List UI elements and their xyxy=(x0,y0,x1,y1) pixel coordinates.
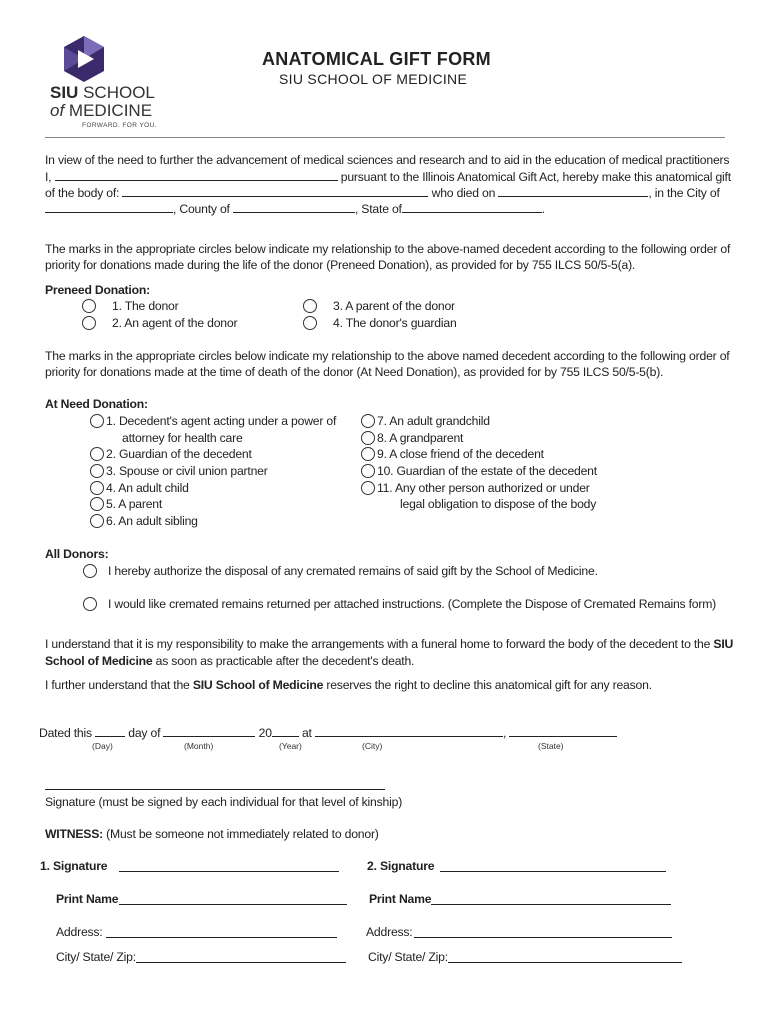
witness-2-address-label: Address: xyxy=(366,925,413,939)
atneed-option-8-radio[interactable] xyxy=(361,431,375,445)
intro-line-2-text: pursuant to the Illinois Anatomical Gift Act, hereby make this anatomical gift xyxy=(340,170,731,184)
atneed-option-11-label: 11. Any other person authorized or under xyxy=(377,481,590,495)
donor-name-field[interactable] xyxy=(55,169,338,181)
witness-2-city-state-zip-field[interactable] xyxy=(448,962,682,963)
witness-1-print-name-field[interactable] xyxy=(119,904,347,905)
all-donors-option-1-radio[interactable] xyxy=(83,564,97,578)
atneed-option-11-label-cont: legal obligation to dispose of the body xyxy=(400,497,597,511)
witness-1-city-state-zip-label: City/ State/ Zip: xyxy=(56,950,136,964)
logo-siu: SIU xyxy=(50,83,79,102)
state-of-label: , State of xyxy=(354,202,402,216)
atneed-option-5-radio[interactable] xyxy=(90,497,104,511)
preneed-option-4-radio[interactable] xyxy=(303,316,317,330)
year-caption: (Year) xyxy=(279,741,302,751)
preneed-option-1-label: 1. The donor xyxy=(112,299,179,313)
witness-1-address-field[interactable] xyxy=(106,937,337,938)
witness-1-print-name-label: Print Name xyxy=(56,892,119,906)
atneed-option-2-radio[interactable] xyxy=(90,447,104,461)
atneed-option-9-label: 9. A close friend of the decedent xyxy=(377,447,544,461)
witness-2-print-name-field[interactable] xyxy=(431,904,671,905)
day-field[interactable] xyxy=(95,725,125,737)
intro-i-label: I, xyxy=(45,170,52,184)
atneed-option-7-label: 7. An adult grandchild xyxy=(377,414,490,428)
witness-2-address-field[interactable] xyxy=(414,937,672,938)
preneed-paragraph-line-2: priority for donations made during the life of the donor (Preneed Donation), as provided for by 755 ILCS 50/5-5(a). xyxy=(45,258,636,272)
signature-caption: Signature (must be signed by each individual for that level of kinship) xyxy=(45,795,403,809)
atneed-paragraph-line-2: priority for donations made at the time of death of the donor (At Need Donation), as provided for by 755 ILCS 50/5-5(b). xyxy=(45,365,664,379)
all-donors-option-2-radio[interactable] xyxy=(83,597,97,611)
atneed-paragraph-line-1: The marks in the appropriate circles below indicate my relationship to the above named decedent according to the following order of xyxy=(45,349,730,363)
logo-medicine: MEDICINE xyxy=(68,101,153,120)
decedent-name-field[interactable] xyxy=(122,185,428,197)
atneed-option-7-radio[interactable] xyxy=(361,414,375,428)
all-donors-option-2-label: I would like cremated remains returned per attached instructions. (Complete the Dispose of Cremated Remains form) xyxy=(108,597,717,611)
witness-2-signature-label: 2. Signature xyxy=(367,859,435,873)
intro-line-3 xyxy=(45,185,720,201)
witness-line xyxy=(45,827,379,842)
month-caption: (Month) xyxy=(184,741,214,751)
donor-signature-field[interactable] xyxy=(45,789,385,790)
atneed-option-6-label: 6. An adult sibling xyxy=(106,514,198,528)
city-field[interactable] xyxy=(45,201,173,213)
all-donors-option-1-label: I hereby authorize the disposal of any cremated remains of said gift by the School of Medicine. xyxy=(108,564,598,578)
atneed-option-10-label: 10. Guardian of the estate of the decedent xyxy=(377,464,597,478)
witness-label: WITNESS: xyxy=(45,827,103,841)
atneed-option-1-label-cont: attorney for health care xyxy=(122,431,243,445)
day-caption: (Day) xyxy=(92,741,113,751)
preneed-option-1-radio[interactable] xyxy=(82,299,96,313)
preneed-option-2-radio[interactable] xyxy=(82,316,96,330)
year-field[interactable] xyxy=(272,725,299,737)
understand-text-2: as soon as practicable after the decedent's death. xyxy=(155,654,415,668)
date-of-death-field[interactable] xyxy=(498,185,648,197)
understand-text-1: I understand that it is my responsibility to make the arrangements with a funeral home to forward the body of the decedent to the xyxy=(45,637,711,651)
atneed-option-10-radio[interactable] xyxy=(361,464,375,478)
atneed-option-4-label: 4. An adult child xyxy=(106,481,189,495)
day-of-label: day of xyxy=(128,726,161,740)
witness-2-city-state-zip-label: City/ State/ Zip: xyxy=(368,950,448,964)
dated-city-field[interactable] xyxy=(315,725,503,737)
understand-text-3: I further understand that the xyxy=(45,678,190,692)
dated-this-label: Dated this xyxy=(39,726,92,740)
intro-line-1: In view of the need to further the advancement of medical sciences and research and to aid in the education of medical practitioners xyxy=(45,153,730,167)
page-subtitle: SIU SCHOOL OF MEDICINE xyxy=(279,71,468,87)
page-title: ANATOMICAL GIFT FORM xyxy=(262,49,491,69)
atneed-option-2-label: 2. Guardian of the decedent xyxy=(106,447,252,461)
witness-1-city-state-zip-field[interactable] xyxy=(136,962,346,963)
understand-school: School of Medicine xyxy=(45,654,153,668)
dated-comma: , xyxy=(502,726,507,740)
understand-line-1 xyxy=(45,637,733,652)
atneed-option-11-radio[interactable] xyxy=(361,481,375,495)
dated-state-field[interactable] xyxy=(509,725,617,737)
atneed-option-1-radio[interactable] xyxy=(90,414,104,428)
intro-line-2 xyxy=(45,169,731,185)
atneed-heading: At Need Donation: xyxy=(45,397,148,411)
header-divider xyxy=(45,137,725,138)
intro-period: . xyxy=(541,202,545,216)
all-donors-heading: All Donors: xyxy=(45,547,109,561)
atneed-option-1-label: 1. Decedent's agent acting under a power of xyxy=(106,414,337,428)
understand-line-2 xyxy=(45,654,414,669)
understand-siu-school: SIU School of Medicine xyxy=(192,678,324,692)
preneed-option-2-label: 2. An agent of the donor xyxy=(112,316,238,330)
siu-logo xyxy=(48,34,158,134)
state-caption: (State) xyxy=(538,741,564,751)
preneed-option-4-label: 4. The donor's guardian xyxy=(333,316,457,330)
witness-2-signature-field[interactable] xyxy=(440,871,666,872)
siu-logo-mark-icon xyxy=(60,34,108,84)
preneed-paragraph-line-1: The marks in the appropriate circles below indicate my relationship to the above-named decedent according to the following order of xyxy=(45,242,731,256)
atneed-option-9-radio[interactable] xyxy=(361,447,375,461)
atneed-option-6-radio[interactable] xyxy=(90,514,104,528)
atneed-option-5-label: 5. A parent xyxy=(106,497,163,511)
month-field[interactable] xyxy=(163,725,255,737)
preneed-heading: Preneed Donation: xyxy=(45,283,150,297)
county-of-label: , County of xyxy=(173,202,230,216)
atneed-option-3-radio[interactable] xyxy=(90,464,104,478)
atneed-option-3-label: 3. Spouse or civil union partner xyxy=(106,464,268,478)
atneed-option-8-label: 8. A grandparent xyxy=(377,431,464,445)
logo-school: SCHOOL xyxy=(83,83,155,102)
preneed-option-3-label: 3. A parent of the donor xyxy=(333,299,455,313)
city-caption: (City) xyxy=(362,741,383,751)
state-field[interactable] xyxy=(402,201,542,213)
year-prefix-label: 20 xyxy=(258,726,272,740)
logo-of: of xyxy=(50,101,65,120)
understand-text-4: reserves the right to decline this anatomical gift for any reason. xyxy=(326,678,652,692)
city-of-label: , in the City of xyxy=(648,186,720,200)
at-label: at xyxy=(301,726,312,740)
witness-2-print-name-label: Print Name xyxy=(369,892,432,906)
died-on-label: who died on xyxy=(431,186,496,200)
body-of-label: of the body of: xyxy=(45,186,120,200)
atneed-option-4-radio[interactable] xyxy=(90,481,104,495)
preneed-option-3-radio[interactable] xyxy=(303,299,317,313)
logo-tagline: FORWARD. FOR YOU. xyxy=(82,122,157,129)
witness-1-signature-field[interactable] xyxy=(119,871,339,872)
understand-line-3 xyxy=(45,678,652,693)
witness-text: (Must be someone not immediately related to donor) xyxy=(106,827,379,841)
witness-1-signature-label: 1. Signature xyxy=(40,859,108,873)
county-field[interactable] xyxy=(233,201,355,213)
understand-siu: SIU xyxy=(713,637,734,651)
witness-1-address-label: Address: xyxy=(56,925,103,939)
intro-line-4 xyxy=(45,201,545,217)
dated-line xyxy=(39,725,617,741)
